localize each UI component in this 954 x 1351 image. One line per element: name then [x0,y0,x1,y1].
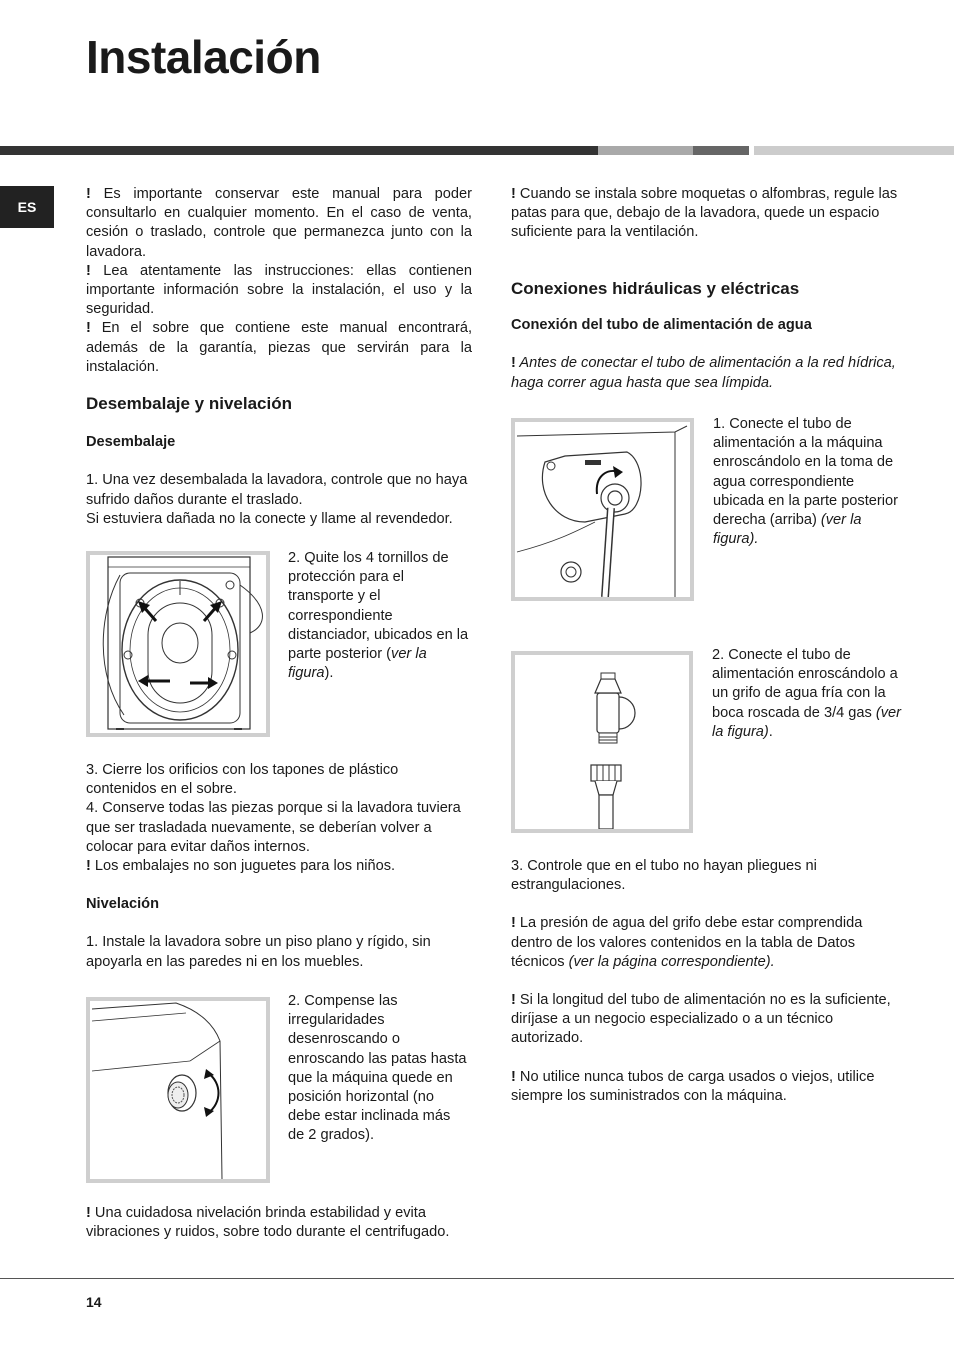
subsection-water-hose: Conexión del tubo de alimentación de agua [511,317,812,334]
intro-para-2: ! Lea atentamente las instrucciones: ellas contienen importante información sobre la instalación, el uso y la seguridad. [86,262,472,318]
unpack-step-1b: Si estuviera dañada no la conecte y llame al revendedor. [86,510,453,527]
used-hose-warning: ! No utilice nunca tubos de carga usados o viejos, utilice siempre los suministrados con la máquina. [511,1068,875,1104]
figure-leveling-foot [86,997,270,1183]
figure-water-tap [511,651,693,833]
intro-block [86,185,472,377]
footer-rule [0,1278,954,1279]
water-step-2: 2. Conecte el tubo de alimentación enroscándolo a un grifo de agua fría con la boca roscada de 3/4 gas (ver la figura). [712,647,902,740]
leveling-foot-drawing [90,1001,266,1179]
header-rule-mid [598,146,693,155]
level-step-1: 1. Instale la lavadora sobre un piso plano y rígido, sin apoyarla en las paredes ni en los muebles. [86,934,431,970]
water-step-1: 1. Conecte el tubo de alimentación a la máquina enroscándolo en la toma de agua correspondiente ubicada en la parte posterior derecha (arriba) (ver la figura). [713,416,898,548]
unpack-step-4: 4. Conserve todas las piezas porque si la lavadora tuviera que ser trasladada nuevamente, se deberían volver a colocar para evitar daños internos. [86,800,461,855]
level-step-2: 2. Compense las irregularidades desenroscando o enroscando las patas hasta que la máquina quede en posición horizontal (no debe estar inclinada más de 2 grados). [288,993,467,1144]
water-notes [511,857,901,1106]
intro-para-3: ! En el sobre que contiene este manual encontrará, además de la garantía, piezas que servirán para la instalación. [86,320,472,375]
unpack-warning: ! Los embalajes no son juguetes para los niños. [86,858,396,875]
page-number: 14 [86,1294,102,1310]
water-tap-drawing [515,655,689,829]
carpet-warning-block [511,185,901,243]
length-warning: ! Si la longitud del tubo de alimentación no es la suficiente, diríjase a un negocio especializado o a un técnico autorizado. [511,992,891,1047]
subsection-unpack: Desembalaje [86,434,176,451]
figure-machine-rear [86,551,270,737]
water-step-3: 3. Controle que en el tubo no hayan pliegues ni estrangulaciones. [511,858,817,894]
header-rule-dark-short [693,146,749,155]
subsection-leveling: Nivelación [86,896,159,913]
language-tab: ES [0,186,54,228]
unpack-step-1: 1. Una vez desembalada la lavadora, controle que no haya sufrido daños durante el traslado. [86,472,468,508]
header-rule-dark [0,146,598,155]
water-warning: ! Antes de conectar el tubo de alimentación a la red hídrica, haga correr agua hasta que sea límpida. [511,355,896,391]
level-warning-block [86,1204,472,1242]
unpack-section [86,394,472,529]
unpack-step-3: 3. Cierre los orificios con los tapones de plástico contenidos en el sobre. [86,762,399,798]
unpack-step-2: 2. Quite los 4 tornillos de protección para el transporte y el correspondiente distanciador, ubicados en la parte posterior (ver la figura). [288,550,469,682]
connections-section [511,279,901,393]
pressure-warning: ! La presión de agua del grifo debe estar comprendida dentro de los valores contenidos en la tabla de Datos técnicos (ver la página correspondiente). [511,915,863,970]
figure-water-inlet [511,418,694,601]
level-warning: ! Una cuidadosa nivelación brinda estabilidad y evita vibraciones y ruidos, sobre todo durante el centrifugado. [86,1205,450,1241]
intro-para-1: ! Es importante conservar este manual para poder consultarlo en cualquier momento. En el caso de venta, cesión o traslado, controle que permanezca junto con la lavadora. [86,186,472,260]
section-title-connections: Conexiones hidráulicas y eléctricas [511,279,800,298]
unpack-steps-3-4 [86,761,472,972]
page-title: Instalación [86,31,321,83]
machine-rear-drawing [90,555,266,733]
carpet-warning: ! Cuando se instala sobre moquetas o alfombras, regule las patas para que, debajo de la lavadora, quede un espacio suficiente para la ventilación. [511,186,898,241]
water-inlet-drawing [515,422,690,597]
header-rule-light [754,146,954,155]
section-title-unpack-level: Desembalaje y nivelación [86,394,292,413]
